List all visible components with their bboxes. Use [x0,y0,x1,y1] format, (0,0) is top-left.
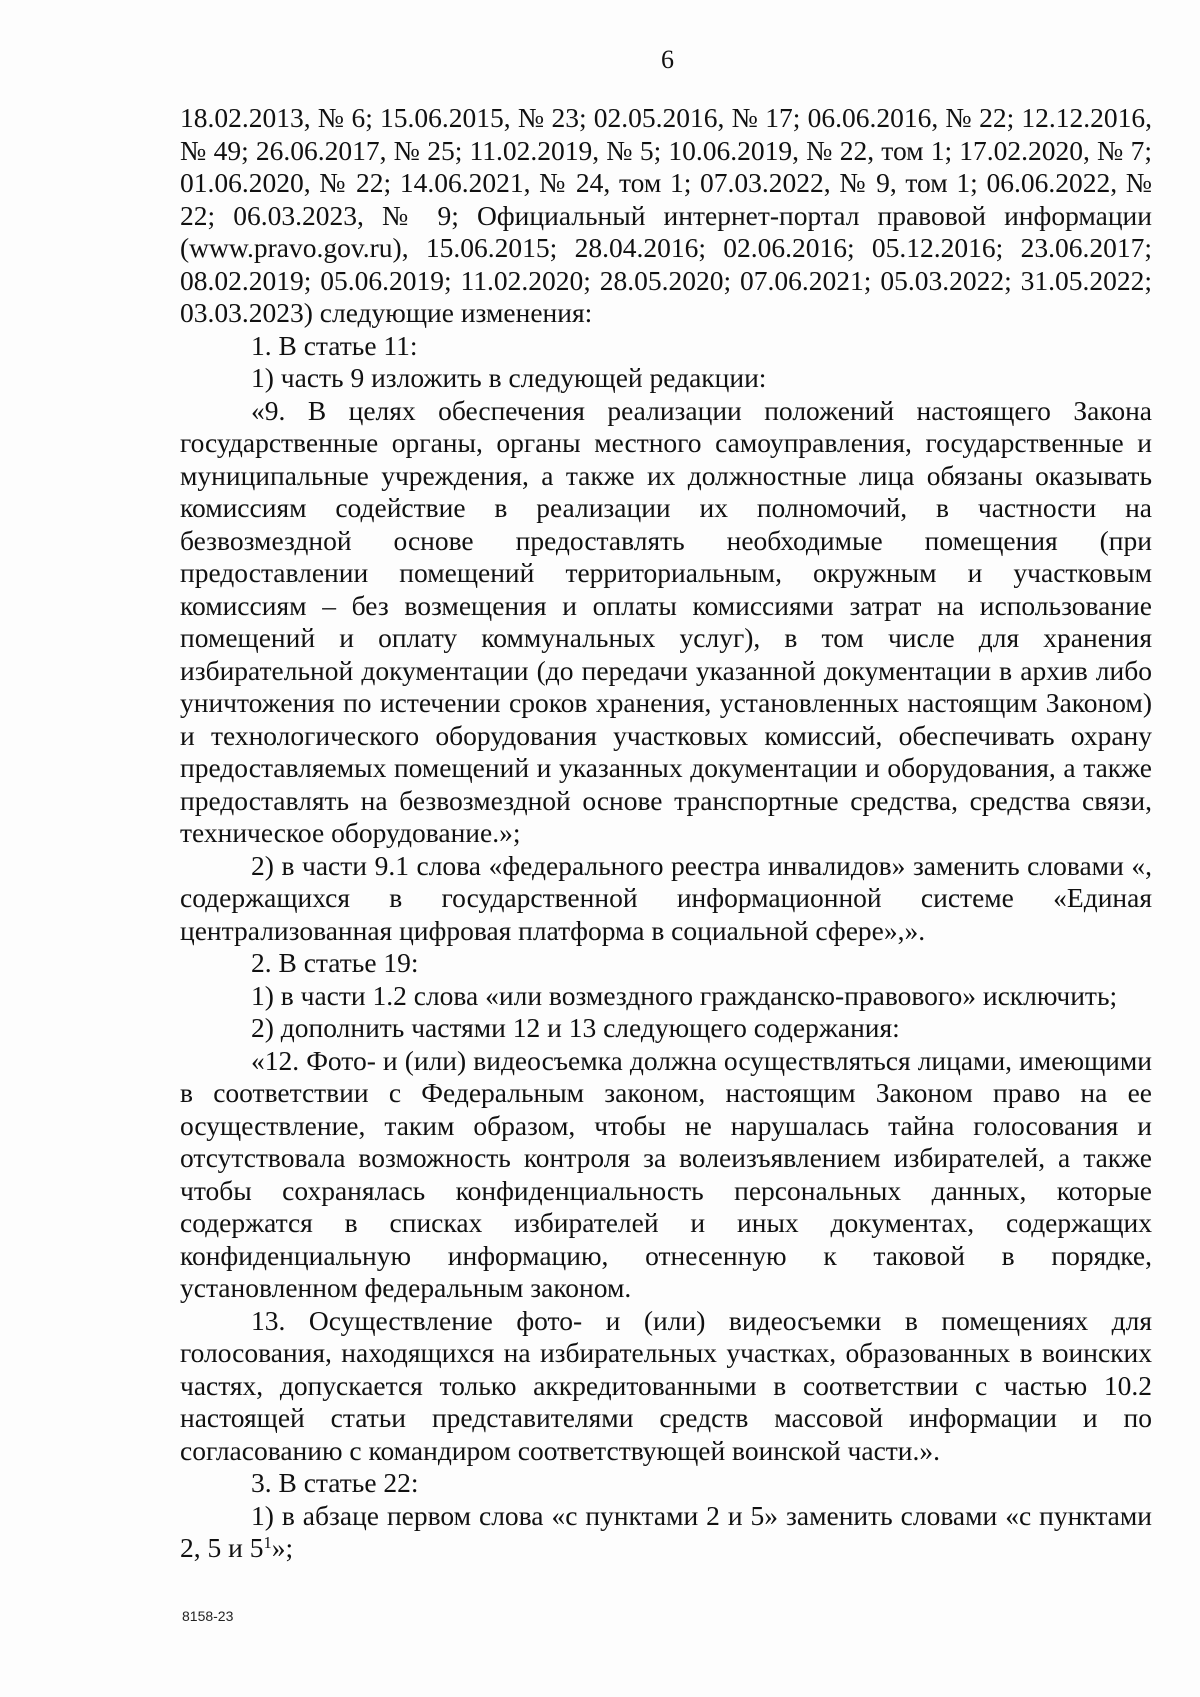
paragraph-article-22-item-1-text: 1) в абзаце первом слова «с пунктами 2 и 5» заменить словами «с пунктами 2, 5 и 5 [180,1499,1152,1563]
paragraph-article-22-item-1-tail: »; [271,1532,294,1563]
paragraph-part-13-text: 13. Осуществление фото- и (или) видеосъемки в помещениях для голосования, находящихся на избирательных участках, образованных в воинских частях, допускается только аккредитованными в соответствии с частью 10.2 настоящей статьи представителями средств массовой информации и по согласованию с командиром соответствующей воинской части.». [180,1304,1152,1466]
paragraph-amended-sources: 18.02.2013, № 6; 15.06.2015, № 23; 02.05.2016, № 17; 06.06.2016, № 22; 12.12.2016, № 49; 26.06.2017, № 25; 11.02.2019, № 5; 10.06.2019, № 22, том 1; 17.02.2020, № 7; 01.06.2020, № 22; 14.06.2021, № 24, том 1; 07.03.2022, № 9, том 1; 06.06.2022, № 22; 06.03.2023, № 9; Официальный интернет-портал правовой информации (www.pravo.gov.ru), 15.06.2015; 28.04.2016; 02.06.2016; 05.12.2016; 23.06.2017; 08.02.2019; 05.06.2019; 11.02.2020; 28.05.2020; 07.06.2021; 05.03.2022; 31.05.2022; 03.03.2023) следующие изменения: [180,102,1152,328]
paragraph-article-19-heading: 2. В статье 19: [251,947,419,978]
document-code: 8158-23 [182,1608,234,1624]
paragraph-article-19-item-2: 2) дополнить частями 12 и 13 следующего содержания: [251,1012,900,1043]
page-number: 6 [661,45,674,74]
paragraph-article-11-item-1: 1) часть 9 изложить в следующей редакции: [251,362,767,393]
paragraph-part-12-text: «12. Фото- и (или) видеосъемка должна осуществляться лицами, имеющими в соответствии с Федеральным законом, настоящим Законом право на ее осуществление, таким образом, чтобы не нарушалась тайна голосования и отсутствовала возможность контроля за волеизъявлением избирателей, а также чтобы сохранялась конфиденциальность персональных данных, которые содержатся в списках избирателей и иных документах, содержащих конфиденциальную информацию, отнесенную к таковой в порядке, установленном федеральным законом. [180,1044,1152,1303]
paragraph-article-11-heading: 1. В статье 11: [251,329,418,361]
paragraph-article-11-item-2: 2) в части 9.1 слова «федерального реестра инвалидов» заменить словами «, содержащихся в государственной информационной системе «Единая централизованная цифровая платформа в социальной сфере»,». [180,849,1152,946]
paragraph-part-9-text: «9. В целях обеспечения реализации положений настоящего Закона государственные органы, органы местного самоуправления, государственные и муниципальные учреждения, а также их должностные лица обязаны оказывать комиссиям содействие в реализации их полномочий, в частности на безвозмездной основе предоставлять необходимые помещения (при предоставлении помещений территориальным, окружным и участковым комиссиям – без возмещения и оплаты комиссиями затрат на использование помещений и оплату коммунальных услуг), в том числе для хранения избирательной документации (до передачи указанной документации в архив либо уничтожения по истечении сроков хранения, установленных настоящим Законом) и технологического оборудования участковых комиссий, обеспечивать охрану предоставляемых помещений и указанных документации и оборудования, а также предоставлять на безвозмездной основе транспортные средства, средства связи, техническое оборудование.»; [180,394,1152,848]
paragraph-article-22-heading: 3. В статье 22: [251,1467,419,1498]
superscript-index: 1 [263,1532,272,1552]
document-body [180,102,1152,1565]
paragraph-article-22-item-1 [180,1500,1152,1565]
paragraph-article-19-item-1: 1) в части 1.2 слова «или возмездного гражданско-правового» исключить; [251,979,1118,1011]
